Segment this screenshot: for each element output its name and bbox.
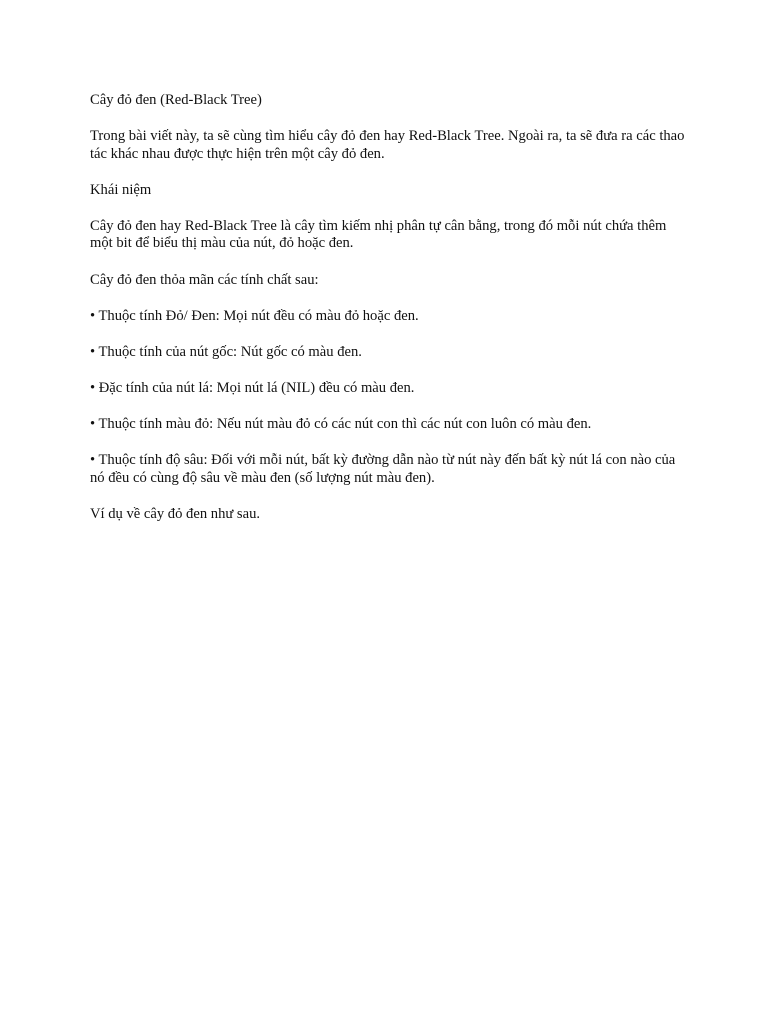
document-title: Cây đỏ đen (Red-Black Tree) xyxy=(90,92,262,108)
example-line: Ví dụ về cây đỏ đen như sau. xyxy=(90,505,261,522)
document-body xyxy=(90,92,686,542)
intro-paragraph: Trong bài viết này, ta sẽ cùng tìm hiểu cây đỏ đen hay Red-Black Tree. Ngoài ra, ta sẽ đưa ra các thao tác khác nhau được thực hiện trên một cây đỏ đen. xyxy=(90,128,685,162)
property-item-root: • Thuộc tính của nút gốc: Nút gốc có màu đen. xyxy=(90,343,362,360)
definition-paragraph: Cây đỏ đen hay Red-Black Tree là cây tìm kiếm nhị phân tự cân bằng, trong đó mỗi nút chứa thêm một bit để biểu thị màu của nút, đỏ hoặc đen. xyxy=(90,217,667,252)
properties-intro: Cây đỏ đen thỏa mãn các tính chất sau: xyxy=(90,271,319,288)
property-item-leaf: • Đặc tính của nút lá: Mọi nút lá (NIL) đều có màu đen. xyxy=(90,379,415,396)
property-item-depth: • Thuộc tính độ sâu: Đối với mỗi nút, bất kỳ đường dẫn nào từ nút này đến bất kỳ nút lá con nào của nó đều có cùng độ sâu về màu đen (số lượng nút màu đen). xyxy=(90,452,676,486)
property-item-red: • Thuộc tính màu đỏ: Nếu nút màu đỏ có các nút con thì các nút con luôn có màu đen. xyxy=(90,415,592,432)
property-item-red-black: • Thuộc tính Đỏ/ Đen: Mọi nút đều có màu đỏ hoặc đen. xyxy=(90,307,419,324)
section-heading: Khái niệm xyxy=(90,181,152,198)
